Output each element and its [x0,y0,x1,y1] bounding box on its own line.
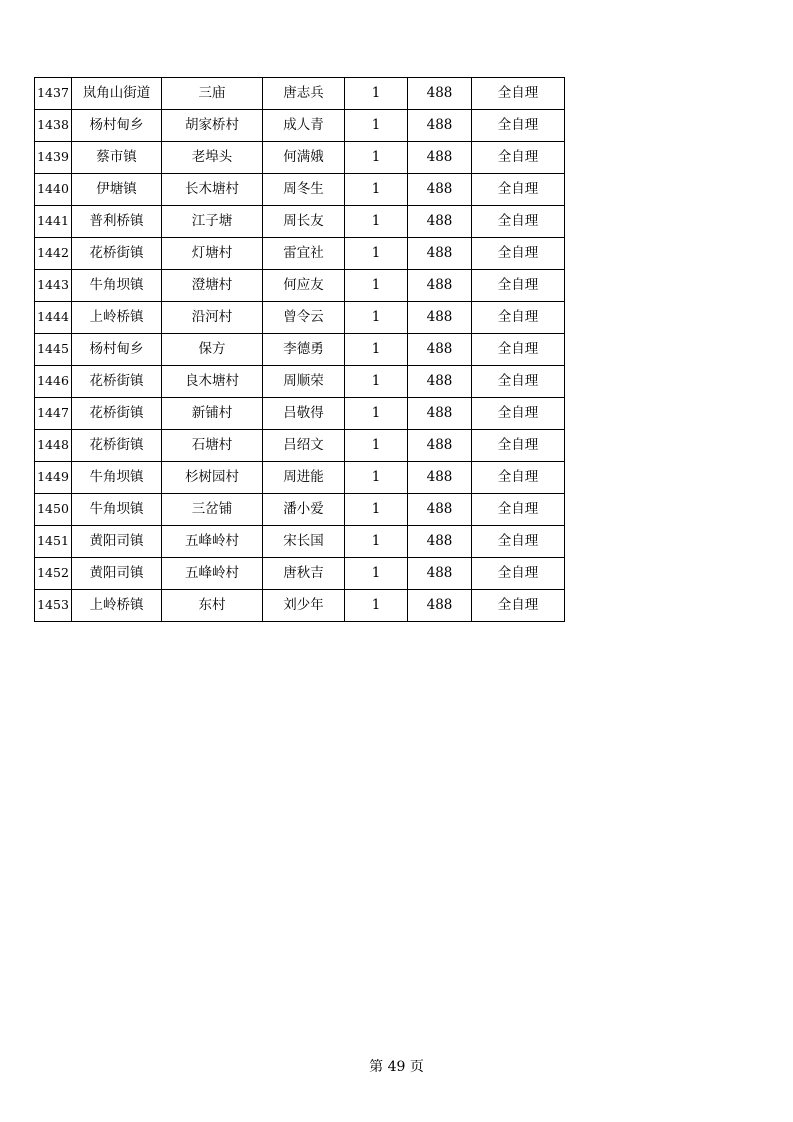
township-cell: 花桥街镇 [72,238,162,270]
care-type-cell: 全自理 [472,238,565,270]
township-cell: 普利桥镇 [72,206,162,238]
serial-number-cell: 1437 [35,78,72,110]
count-cell: 1 [345,270,408,302]
count-cell: 1 [345,334,408,366]
care-type-cell: 全自理 [472,590,565,622]
table-row [35,558,565,590]
township-cell: 牛角坝镇 [72,462,162,494]
township-cell: 上岭桥镇 [72,302,162,334]
person-name-cell: 宋长国 [263,526,345,558]
serial-number-cell: 1453 [35,590,72,622]
person-name-cell: 何满娥 [263,142,345,174]
page-number: 第 49 页 [369,1059,424,1075]
roster-table [34,77,565,622]
table-row [35,110,565,142]
village-cell: 杉树园村 [162,462,263,494]
amount-cell: 488 [408,78,472,110]
amount-cell: 488 [408,398,472,430]
village-cell: 灯塘村 [162,238,263,270]
serial-number-cell: 1447 [35,398,72,430]
amount-cell: 488 [408,334,472,366]
village-cell: 胡家桥村 [162,110,263,142]
amount-cell: 488 [408,494,472,526]
table-row [35,78,565,110]
count-cell: 1 [345,302,408,334]
count-cell: 1 [345,590,408,622]
count-cell: 1 [345,206,408,238]
village-cell: 东村 [162,590,263,622]
township-cell: 花桥街镇 [72,430,162,462]
table-row [35,174,565,206]
township-cell: 岚角山街道 [72,78,162,110]
table-row [35,366,565,398]
table-row [35,270,565,302]
serial-number-cell: 1439 [35,142,72,174]
care-type-cell: 全自理 [472,398,565,430]
table-row [35,430,565,462]
township-cell: 杨村甸乡 [72,110,162,142]
count-cell: 1 [345,494,408,526]
serial-number-cell: 1449 [35,462,72,494]
care-type-cell: 全自理 [472,558,565,590]
amount-cell: 488 [408,302,472,334]
care-type-cell: 全自理 [472,302,565,334]
township-cell: 上岭桥镇 [72,590,162,622]
township-cell: 花桥街镇 [72,366,162,398]
serial-number-cell: 1442 [35,238,72,270]
care-type-cell: 全自理 [472,366,565,398]
township-cell: 黄阳司镇 [72,526,162,558]
amount-cell: 488 [408,206,472,238]
count-cell: 1 [345,142,408,174]
count-cell: 1 [345,366,408,398]
village-cell: 三庙 [162,78,263,110]
count-cell: 1 [345,558,408,590]
person-name-cell: 何应友 [263,270,345,302]
village-cell: 五峰岭村 [162,526,263,558]
care-type-cell: 全自理 [472,142,565,174]
person-name-cell: 李德勇 [263,334,345,366]
serial-number-cell: 1452 [35,558,72,590]
village-cell: 江子塘 [162,206,263,238]
serial-number-cell: 1441 [35,206,72,238]
township-cell: 杨村甸乡 [72,334,162,366]
count-cell: 1 [345,526,408,558]
amount-cell: 488 [408,462,472,494]
serial-number-cell: 1438 [35,110,72,142]
care-type-cell: 全自理 [472,526,565,558]
care-type-cell: 全自理 [472,494,565,526]
serial-number-cell: 1450 [35,494,72,526]
table-row [35,142,565,174]
village-cell: 新铺村 [162,398,263,430]
count-cell: 1 [345,78,408,110]
amount-cell: 488 [408,142,472,174]
person-name-cell: 曾令云 [263,302,345,334]
village-cell: 保方 [162,334,263,366]
table-row [35,398,565,430]
person-name-cell: 成人青 [263,110,345,142]
village-cell: 石塘村 [162,430,263,462]
table-row [35,302,565,334]
care-type-cell: 全自理 [472,462,565,494]
serial-number-cell: 1445 [35,334,72,366]
care-type-cell: 全自理 [472,78,565,110]
township-cell: 伊塘镇 [72,174,162,206]
village-cell: 良木塘村 [162,366,263,398]
village-cell: 三岔铺 [162,494,263,526]
village-cell: 五峰岭村 [162,558,263,590]
table-row [35,462,565,494]
person-name-cell: 刘少年 [263,590,345,622]
amount-cell: 488 [408,270,472,302]
care-type-cell: 全自理 [472,334,565,366]
roster-table-body [35,78,565,622]
amount-cell: 488 [408,526,472,558]
amount-cell: 488 [408,366,472,398]
person-name-cell: 唐秋吉 [263,558,345,590]
count-cell: 1 [345,238,408,270]
count-cell: 1 [345,462,408,494]
person-name-cell: 周进能 [263,462,345,494]
amount-cell: 488 [408,174,472,206]
village-cell: 老埠头 [162,142,263,174]
amount-cell: 488 [408,558,472,590]
care-type-cell: 全自理 [472,270,565,302]
township-cell: 牛角坝镇 [72,270,162,302]
person-name-cell: 唐志兵 [263,78,345,110]
person-name-cell: 周顺荣 [263,366,345,398]
care-type-cell: 全自理 [472,110,565,142]
township-cell: 黄阳司镇 [72,558,162,590]
person-name-cell: 吕绍文 [263,430,345,462]
amount-cell: 488 [408,238,472,270]
table-row [35,590,565,622]
serial-number-cell: 1448 [35,430,72,462]
township-cell: 花桥街镇 [72,398,162,430]
count-cell: 1 [345,430,408,462]
township-cell: 牛角坝镇 [72,494,162,526]
serial-number-cell: 1444 [35,302,72,334]
village-cell: 沿河村 [162,302,263,334]
person-name-cell: 雷宜社 [263,238,345,270]
amount-cell: 488 [408,590,472,622]
serial-number-cell: 1451 [35,526,72,558]
table-row [35,334,565,366]
village-cell: 长木塘村 [162,174,263,206]
village-cell: 澄塘村 [162,270,263,302]
care-type-cell: 全自理 [472,430,565,462]
count-cell: 1 [345,110,408,142]
care-type-cell: 全自理 [472,206,565,238]
person-name-cell: 潘小爱 [263,494,345,526]
amount-cell: 488 [408,430,472,462]
township-cell: 蔡市镇 [72,142,162,174]
person-name-cell: 周冬生 [263,174,345,206]
person-name-cell: 吕敬得 [263,398,345,430]
serial-number-cell: 1440 [35,174,72,206]
table-row [35,206,565,238]
table-row [35,238,565,270]
table-row [35,494,565,526]
serial-number-cell: 1446 [35,366,72,398]
care-type-cell: 全自理 [472,174,565,206]
person-name-cell: 周长友 [263,206,345,238]
count-cell: 1 [345,174,408,206]
count-cell: 1 [345,398,408,430]
serial-number-cell: 1443 [35,270,72,302]
amount-cell: 488 [408,110,472,142]
table-row [35,526,565,558]
